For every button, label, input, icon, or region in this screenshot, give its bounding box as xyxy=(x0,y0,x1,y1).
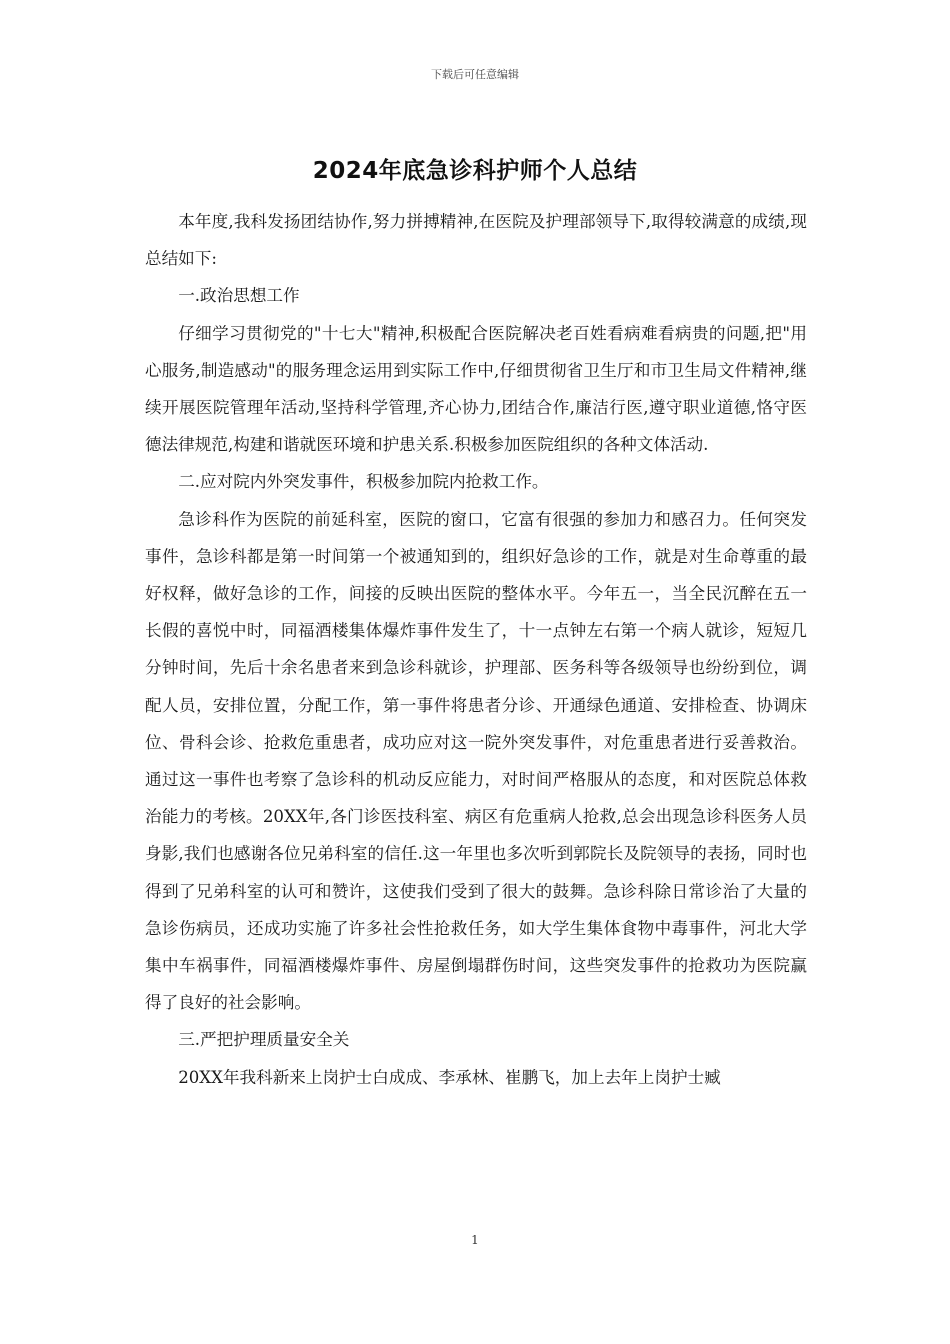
section-heading-1: 一.政治思想工作 xyxy=(178,286,300,306)
paragraph-nursing-quality: 20XX年我科新来上岗护士白成成、李承林、崔鹏飞，加上去年上岗护士臧 xyxy=(178,1067,721,1087)
page-number: 1 xyxy=(471,1233,479,1247)
paragraph-emergency-response: 急诊科作为医院的前延科室，医院的窗口，它富有很强的参加力和感召力。任何突发事件，急诊科都是第一时间第一个被通知到的，组织好急诊的工作，就是对生命尊重的最好权释，做好急诊的工作，间接的反映出医院的整体水平。今年五一，当全民沉醉在五一长假的喜悦中时，同福酒楼集体爆炸事件发生了，十一点钟左右第一个病人就诊，短短几分钟时间，先后十余名患者来到急诊科就诊，护理部、医务科等各级领导也纷纷到位，调配人员，安排位置，分配工作，第一事件将患者分诊、开通绿色通道、安排检查、协调床位、骨科会诊、抢救危重患者，成功应对这一院外突发事件，对危重患者进行妥善救治。通过这一事件也考察了急诊科的机动反应能力，对时间严格服从的态度，和对医院总体救治能力的考核。20XX年,各门诊医技科室、病区有危重病人抢救,总会出现急诊科医务人员身影,我们也感谢各位兄弟科室的信任.这一年里也多次听到郭院长及院领导的表扬，同时也得到了兄弟科室的认可和赞许，这使我们受到了很大的鼓舞。急诊科除日常诊治了大量的急诊伤病员，还成功实施了许多社会性抢救任务，如大学生集体食物中毒事件，河北大学集中车祸事件，同福酒楼爆炸事件、房屋倒塌群伤时间，这些突发事件的抢救功为医院赢得了良好的社会影响。 xyxy=(145,509,807,1013)
document-title: 2024年底急诊科护师个人总结 xyxy=(312,158,638,184)
section-heading-2: 二.应对院内外突发事件，积极参加院内抢救工作。 xyxy=(178,472,549,492)
paragraph-intro: 本年度,我科发扬团结协作,努力拼搏精神,在医院及护理部领导下,取得较满意的成绩,现总结如下: xyxy=(145,212,807,269)
section-heading-3: 三.严把护理质量安全关 xyxy=(178,1030,350,1050)
paragraph-political-work: 仔细学习贯彻党的"十七大"精神,积极配合医院解决老百姓看病难看病贵的问题,把"用心服务,制造感动"的服务理念运用到实际工作中,仔细贯彻省卫生厅和市卫生局文件精神,继续开展医院管理年活动,坚持科学管理,齐心协力,团结合作,廉洁行医,遵守职业道德,恪守医德法律规范,构建和谐就医环境和护患关系.积极参加医院组织的各种文体活动. xyxy=(145,323,807,455)
document-body xyxy=(145,203,807,1096)
download-note: 下载后可任意编辑 xyxy=(431,68,519,81)
